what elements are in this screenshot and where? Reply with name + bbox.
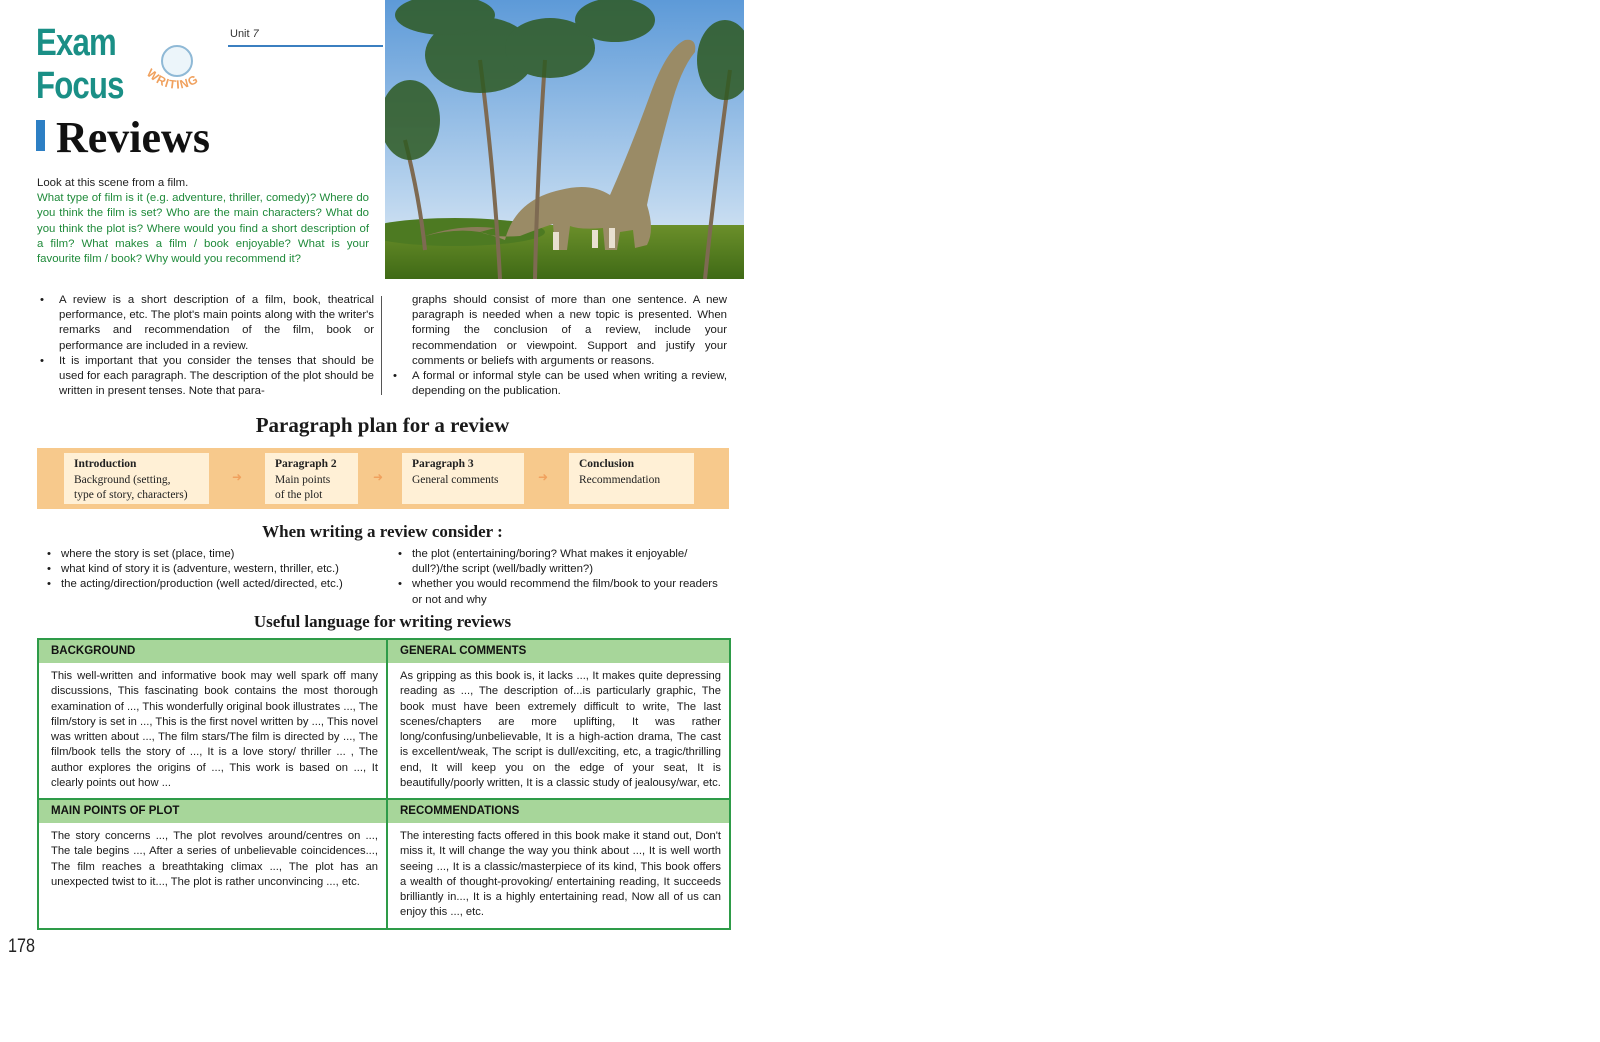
- unit-divider: [228, 45, 383, 47]
- film-scene-photo: [385, 0, 744, 279]
- svg-text:WRITING: [144, 66, 201, 92]
- plan-box-line: Main points: [275, 473, 331, 486]
- plan-box-paragraph-2: [265, 453, 358, 504]
- note-bullet-2: • It is important that you consider the tenses that should be used for each paragraph. The description of the plot should be written in present tenses. Note that para-: [37, 354, 374, 400]
- unit-label: Unit 7: [230, 28, 259, 40]
- table-divider-horizontal: [39, 798, 729, 800]
- cell-recommendations: [388, 800, 729, 928]
- page-number: 178: [8, 936, 35, 957]
- arrow-right-icon: ➜: [538, 470, 549, 484]
- plan-box-title: Introduction: [74, 458, 137, 470]
- page-title: Reviews: [56, 113, 210, 162]
- unit-number: 7: [252, 28, 259, 40]
- cell-background: [39, 640, 386, 798]
- plan-heading: Paragraph plan for a review: [255, 413, 510, 437]
- arrow-right-icon: ➜: [373, 470, 384, 484]
- notes-right-column: [390, 293, 727, 399]
- consider-left-list: [45, 547, 390, 593]
- cell-heading: GENERAL COMMENTS: [388, 640, 729, 663]
- plan-box-introduction: [64, 453, 209, 504]
- consider-item: • what kind of story it is (adventure, western, thriller, etc.): [45, 562, 390, 577]
- notes-divider: [381, 296, 382, 395]
- plan-box-line: Background (setting,: [74, 473, 171, 486]
- cell-heading: BACKGROUND: [39, 640, 386, 663]
- note-bullet-3: • A formal or informal style can be used when writing a review, depending on the publication.: [390, 369, 727, 399]
- cell-general-comments: [388, 640, 729, 798]
- intro-lead: Look at this scene from a film.: [37, 177, 189, 189]
- logo-writing-arc: [140, 62, 220, 102]
- useful-language-heading: Useful language for writing reviews: [253, 612, 512, 631]
- title-accent-bar: [36, 120, 45, 151]
- plan-box-line: of the plot: [275, 489, 323, 501]
- cell-body: As gripping as this book is, it lacks ..., It makes quite depressing reading as ..., The description of...is particularly graphic, The book must have been extremely difficult to write, The last scenes/chapters are more uplifting, It was rather long/confusing/unbelievable, It is a high-action drama, The cast is excellent/weak, The script is dull/exciting, etc, a tragic/thrilling end, It will keep you on the edge of your seat, It is beautifully/poorly written, It is a classic study of jealousy/war, etc.: [400, 670, 721, 790]
- consider-item: • whether you would recommend the film/book to your readers or not and why: [396, 577, 731, 607]
- plan-box-line: Recommendation: [579, 473, 661, 486]
- cell-body: The story concerns ..., The plot revolves around/centres on ..., The tale begins ..., After a series of unbelievable coincidences..., The film reaches a breathtaking climax ..., The plot has an unexpected twist to it..., The plot is rather unconvincing ..., etc.: [51, 830, 378, 888]
- logo-sub: WRITING: [144, 65, 201, 92]
- consider-item: • the acting/direction/production (well acted/directed, etc.): [45, 577, 390, 592]
- plan-box-conclusion: [569, 453, 694, 504]
- consider-right-list: [396, 547, 731, 608]
- plan-box-title: Conclusion: [579, 458, 634, 470]
- plan-box-line: General comments: [412, 473, 499, 486]
- plan-box-paragraph-3: [402, 453, 524, 504]
- plan-box-line: type of story, characters): [74, 489, 188, 501]
- cell-body: This well-written and informative book may well spark off many discussions, This fascinating book contains the most thorough examination of ..., This wonderfully original book illustrates ..., The film/story is set in ..., This is the first novel written by ..., This novel was written about ..., The film stars/The film is directed by ..., The film/book tells the story of ..., It is a love story/ thriller ... , The author explores the origins of ..., This work is based on ..., It clearly points out how ...: [51, 670, 378, 790]
- plan-box-title: Paragraph 3: [412, 458, 474, 470]
- intro-questions: What type of film is it (e.g. adventure, thriller, comedy)? Where do you think the film is set? Who are the main characters? What do you think the plot is? Where would you find a short description of a film? What makes a film / book enjoyable? What is your favourite film / book? Why would you recommend it?: [37, 192, 369, 266]
- note-bullet-2-continued: graphs should consist of more than one sentence. A new paragraph is needed when a new topic is presented. When forming the conclusion of a review, include your recommendation or viewpoint. Support and justify your comments or beliefs with arguments or reasons.: [412, 294, 727, 367]
- useful-language-table: [37, 638, 731, 930]
- paragraph-plan: [37, 448, 729, 509]
- cell-heading: MAIN POINTS OF PLOT: [39, 800, 386, 823]
- logo-title: Exam Focus: [36, 22, 124, 107]
- intro-block: [37, 176, 369, 267]
- consider-item: • the plot (entertaining/boring? What makes it enjoyable/ dull?)/the script (well/badly written?): [396, 547, 731, 577]
- notes-left-column: [37, 293, 374, 399]
- cell-main-points: [39, 800, 386, 928]
- plan-box-title: Paragraph 2: [275, 458, 337, 470]
- table-divider-vertical: [386, 640, 388, 928]
- arrow-right-icon: ➜: [232, 470, 243, 484]
- cell-heading: RECOMMENDATIONS: [388, 800, 729, 823]
- note-bullet-1: • A review is a short description of a film, book, theatrical performance, etc. The plot's main points along with the writer's remarks and recommendation of the film, book or performance are included in a review.: [37, 293, 374, 354]
- textbook-page: [0, 0, 745, 1042]
- cell-body: The interesting facts offered in this book make it stand out, Don't miss it, It will change the way you think about ..., It is well worth seeing ..., It is a classic/masterpiece of its kind, This book offers a wealth of thought-provoking/ entertaining reading, It succeeds brilliantly in..., It is a highly entertaining read, Now all of us can enjoy this ..., etc.: [400, 830, 721, 919]
- exam-focus-logo: [36, 22, 226, 107]
- consider-heading: When writing a review consider :: [262, 522, 503, 541]
- consider-item: • where the story is set (place, time): [45, 547, 390, 562]
